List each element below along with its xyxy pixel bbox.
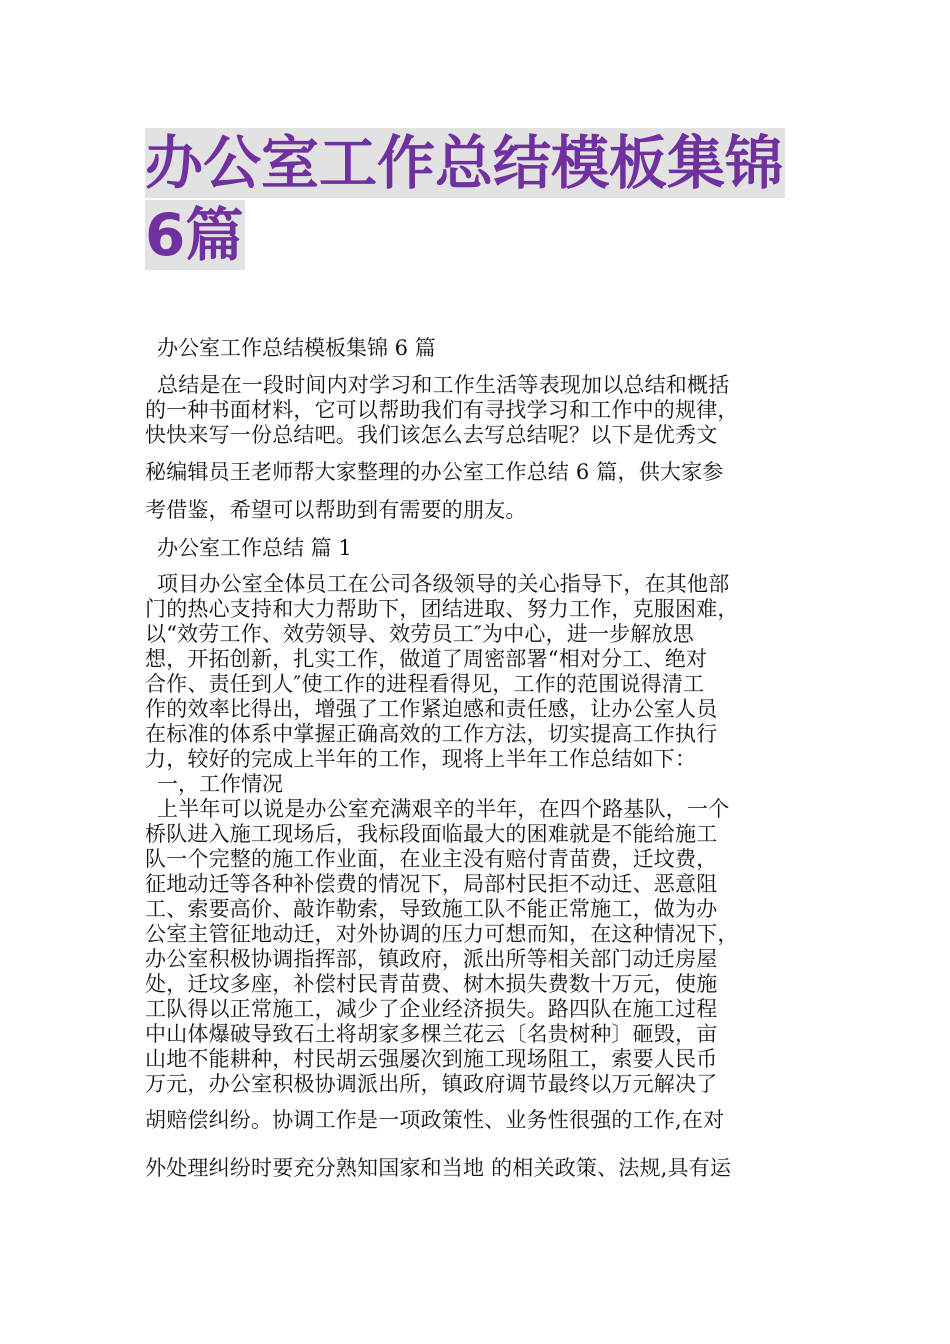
intro-paragraph-wide-2	[145, 498, 815, 523]
document-subtitle: 办公室工作总结模板集锦 6 篇	[157, 336, 436, 360]
title-line-1: 办公室工作总结模板集锦	[145, 129, 784, 197]
intro-line: 秘编辑员王老师帮大家整理的办公室工作总结 6 篇，供大家参	[145, 460, 724, 484]
paragraph-line: 中山体爆破导致石土将胡家多棵兰花云〔名贵树种〕砸毁，亩	[145, 1022, 718, 1046]
paragraph-line: 想，开拓创新，扎实工作，做道了周密部署“相对分工、绝对	[145, 647, 708, 671]
section-1-paragraph-first	[157, 572, 827, 597]
paragraph-line: 征地动迁等各种补偿费的情况下，局部村民拒不动迁、恶意阻	[145, 872, 718, 896]
paragraph-line: 项目办公室全体员工在公司各级领导的关心指导下，在其他部	[157, 572, 730, 596]
paragraph-line: 队一个完整的施工作业面，在业主没有赔付青苗费，迁坟费，	[145, 847, 718, 871]
section-1-paragraph	[145, 597, 815, 772]
intro-line: 考借鉴，希望可以帮助到有需要的朋友。	[145, 498, 527, 522]
section-1-heading: 办公室工作总结 篇 1	[157, 536, 352, 560]
paragraph-line: 以“效劳工作、效劳领导、效劳员工″为中心，进一步解放思	[145, 622, 694, 646]
paragraph-line: 上半年可以说是办公室充满艰辛的半年，在四个路基队，一个	[157, 797, 730, 821]
paragraph-line: 万元，办公室积极协调派出所，镇政府调节最终以万元解决了	[145, 1072, 718, 1096]
intro-paragraph-wide	[145, 460, 815, 485]
intro-paragraph-cont	[145, 398, 815, 448]
paragraph-line: 桥队进入施工现场后，我标段面临最大的困难就是不能给施工	[145, 822, 718, 846]
tail-line-1-block	[145, 1108, 815, 1133]
tail-line-2-block	[145, 1156, 815, 1181]
paragraph-line: 工队得以正常施工，减少了企业经济损失。路四队在施工过程	[145, 997, 718, 1021]
paragraph-line: 处，迁坟多座，补偿村民青苗费、树木损失费数十万元，使施	[145, 972, 718, 996]
paragraph-line: 工、索要高价、敲诈勒索，导致施工队不能正常施工，做为办	[145, 897, 718, 921]
work-paragraph	[145, 822, 815, 1097]
intro-paragraph	[157, 373, 827, 398]
paragraph-line: 外处理纠纷时要充分熟知国家和当地 的相关政策、法规,具有运	[145, 1156, 732, 1180]
intro-line: 快快来写一份总结吧。我们该怎么去写总结呢？以下是优秀文	[145, 423, 718, 447]
paragraph-line: 山地不能耕种，村民胡云强屡次到施工现场阻工，索要人民币	[145, 1047, 718, 1071]
work-paragraph-first	[157, 797, 827, 822]
intro-line: 总结是在一段时间内对学习和工作生活等表现加以总结和概括	[157, 373, 730, 397]
paragraph-line: 作的效率比得出，增强了工作紧迫感和责任感，让办公室人员	[145, 697, 718, 721]
paragraph-line: 门的热心支持和大力帮助下，团结进取、努力工作，克服困难，	[145, 597, 739, 621]
intro-line: 的一种书面材料，它可以帮助我们有寻找学习和工作中的规律，	[145, 398, 739, 422]
paragraph-line: 胡赔偿纠纷。协调工作是一项政策性、业务性很强的工作,在对	[145, 1108, 725, 1132]
document-title	[145, 128, 825, 272]
paragraph-line: 办公室积极协调指挥部，镇政府，派出所等相关部门动迁房屋	[145, 947, 718, 971]
paragraph-line: 力，较好的完成上半年的工作，现将上半年工作总结如下：	[145, 747, 697, 771]
paragraph-line: 公室主管征地动迁，对外协调的压力可想而知，在这种情况下，	[145, 922, 739, 946]
work-status-heading: 一，工作情况	[157, 772, 283, 796]
paragraph-line: 合作、责任到人″使工作的进程看得见，工作的范围说得清工	[145, 672, 705, 696]
paragraph-line: 在标准的体系中掌握正确高效的工作方法，切实提高工作执行	[145, 722, 718, 746]
title-line-2: 6篇	[145, 201, 244, 269]
